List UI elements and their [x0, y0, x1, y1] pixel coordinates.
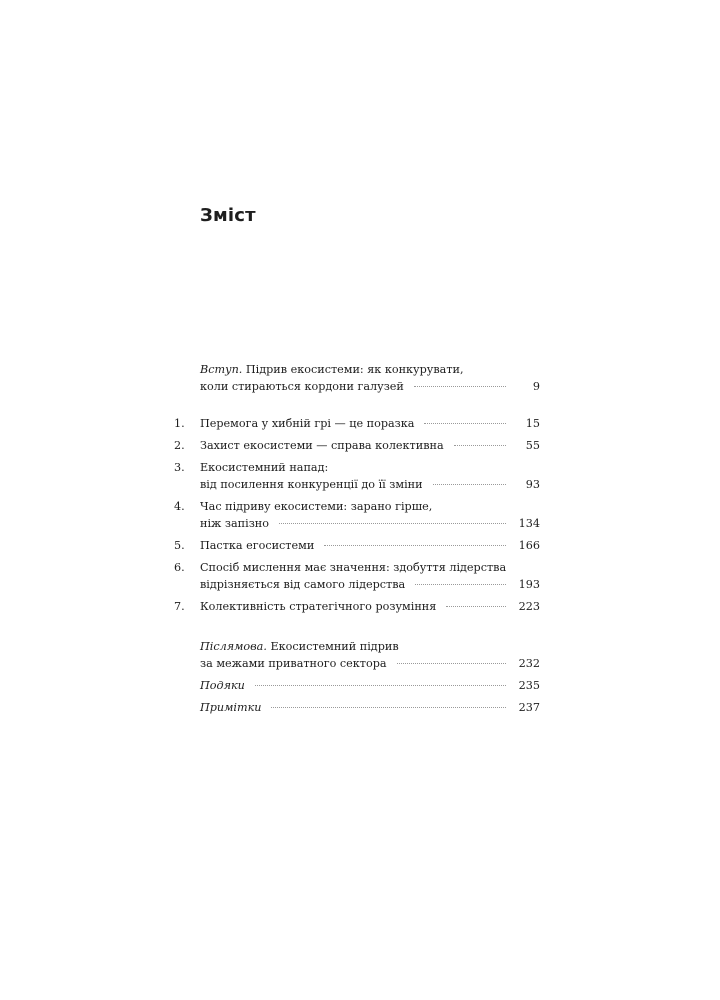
dot-leader [324, 545, 506, 546]
chapter-title-line: ніж запізно [200, 517, 269, 530]
dot-leader [446, 606, 506, 607]
chapter-number: 5. [174, 539, 185, 552]
table-of-contents [174, 361, 540, 716]
page-number: 93 [525, 478, 540, 491]
chapter-number: 6. [174, 561, 185, 574]
chapter-number: 3. [174, 461, 185, 474]
dot-leader [424, 423, 506, 424]
intro-title-line2: коли стираються кордони галузей [200, 380, 404, 393]
dot-leader [397, 663, 506, 664]
page-number: 223 [518, 600, 540, 613]
chapter-number: 4. [174, 500, 185, 513]
notes-title: Примітки [200, 701, 262, 714]
page-number: 166 [518, 539, 540, 552]
dot-leader [454, 445, 506, 446]
toc-entry-chapter[interactable] [174, 459, 540, 493]
chapter-title-line: Час підриву екосистеми: зарано гірше, [200, 500, 433, 513]
dot-leader [414, 386, 506, 387]
toc-entry-chapter[interactable] [174, 537, 540, 554]
page-number: 15 [525, 417, 540, 430]
chapter-number: 2. [174, 439, 185, 452]
page-number: 55 [525, 439, 540, 452]
acknowledgements-title: Подяки [200, 679, 245, 692]
chapter-title-line: відрізняється від самого лідерства [200, 578, 406, 591]
toc-entry-acknowledgements[interactable] [174, 677, 540, 694]
afterword-title-rest: Екосистемний підрив [270, 640, 399, 653]
toc-entry-afterword[interactable] [174, 638, 540, 672]
chapter-title-line: Екосистемний напад: [200, 461, 329, 474]
chapter-title-line: Колективність стратегічного розуміння [200, 600, 437, 613]
chapter-title-line: Спосіб мислення має значення: здобуття лідерства [200, 561, 507, 574]
intro-title-line1 [200, 361, 464, 378]
afterword-title-line2: за межами приватного сектора [200, 657, 387, 670]
afterword-title-line1 [200, 638, 399, 655]
toc-entry-chapter[interactable] [174, 437, 540, 454]
chapter-title-line: Пастка егосистеми [200, 539, 315, 552]
chapter-number: 7. [174, 600, 185, 613]
toc-entry-chapter[interactable] [174, 498, 540, 532]
toc-entry-chapter[interactable] [174, 415, 540, 432]
page-number: 134 [518, 517, 540, 530]
page-number: 9 [532, 380, 540, 393]
chapter-title-line: від посилення конкуренції до її зміни [200, 478, 423, 491]
chapter-number: 1. [174, 417, 185, 430]
chapter-list [174, 415, 540, 615]
toc-entry-chapter[interactable] [174, 598, 540, 615]
page-number: 235 [518, 679, 540, 692]
dot-leader [271, 707, 506, 708]
dot-leader [415, 584, 506, 585]
toc-entry-chapter[interactable] [174, 559, 540, 593]
dot-leader [433, 484, 506, 485]
toc-entry-intro[interactable] [174, 361, 540, 395]
page-number: 193 [518, 578, 540, 591]
intro-lead: Вступ. [200, 363, 243, 376]
page-number: 232 [518, 657, 540, 670]
chapter-title-line: Перемога у хибній грі — це поразка [200, 417, 415, 430]
toc-entry-notes[interactable] [174, 699, 540, 716]
page-title: Зміст [200, 205, 256, 226]
page-number: 237 [518, 701, 540, 714]
afterword-lead: Післямова. [200, 640, 267, 653]
intro-title-rest: Підрив екосистеми: як конкурувати, [245, 363, 464, 376]
dot-leader [255, 685, 506, 686]
dot-leader [279, 523, 506, 524]
chapter-title-line: Захист екосистеми — справа колективна [200, 439, 444, 452]
